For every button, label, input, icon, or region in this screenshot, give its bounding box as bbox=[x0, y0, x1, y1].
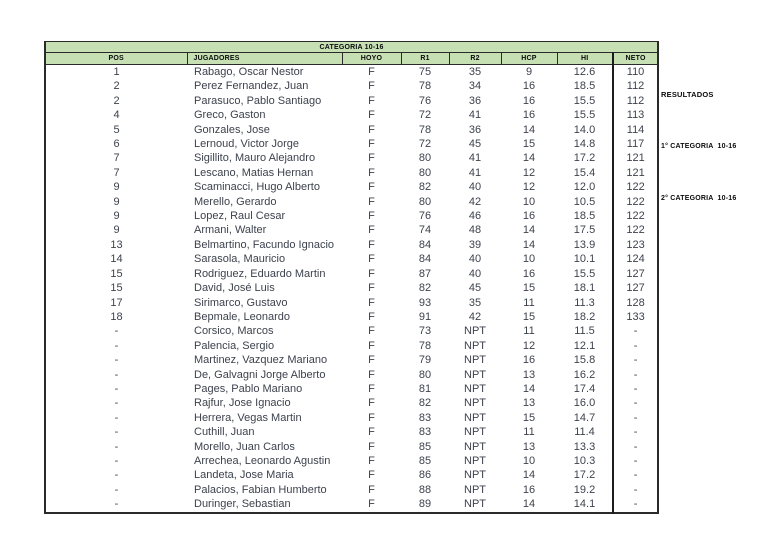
cell-jugadores: David, José Luis bbox=[194, 282, 275, 295]
cell-r2: NPT bbox=[464, 368, 486, 381]
cell-hcp: 11 bbox=[523, 426, 535, 439]
cell-hoyo: F bbox=[368, 181, 375, 194]
cell-r1: 91 bbox=[418, 310, 432, 323]
cell-hcp: 15 bbox=[522, 138, 536, 151]
cell-neto: 122 bbox=[613, 209, 658, 223]
cell-r2: 45 bbox=[468, 282, 482, 295]
cell-jugadores: Lernoud, Victor Jorge bbox=[194, 138, 299, 151]
cell-hi: 10.3 bbox=[573, 454, 596, 467]
cell-hoyo: F bbox=[368, 94, 375, 107]
cell-r1: 74 bbox=[418, 224, 432, 237]
cell-pos: - bbox=[114, 325, 119, 338]
cell-hcp: 14 bbox=[522, 123, 536, 136]
cell-r1: 80 bbox=[418, 195, 432, 208]
cell-pos: 7 bbox=[113, 166, 120, 179]
table-row bbox=[45, 180, 658, 194]
table-row bbox=[45, 281, 658, 295]
column-header-jugadores: JUGADORES bbox=[187, 53, 342, 65]
cell-jugadores: Lopez, Raul Cesar bbox=[194, 210, 286, 223]
cell-r2: NPT bbox=[464, 426, 486, 439]
cell-hi: 10.1 bbox=[573, 253, 596, 266]
cell-hcp: 15 bbox=[522, 282, 536, 295]
cell-hcp: 14 bbox=[522, 238, 536, 251]
cell-r1: 83 bbox=[418, 426, 432, 439]
cell-r1: 80 bbox=[418, 166, 432, 179]
cell-hi: 14.8 bbox=[573, 138, 596, 151]
cell-neto: - bbox=[613, 454, 658, 468]
cell-hi: 17.4 bbox=[573, 382, 596, 395]
cell-jugadores: Rodriguez, Eduardo Martin bbox=[194, 267, 326, 280]
cell-neto: 110 bbox=[613, 65, 658, 80]
cell-neto: 122 bbox=[613, 180, 658, 194]
cell-pos: - bbox=[114, 469, 119, 482]
cell-hoyo: F bbox=[368, 325, 375, 338]
cell-hi: 15.5 bbox=[573, 94, 596, 107]
table-row bbox=[45, 137, 658, 151]
cell-jugadores: Lescano, Matias Hernan bbox=[194, 166, 314, 179]
cell-r2: 42 bbox=[468, 310, 482, 323]
cell-jugadores: Belmartino, Facundo Ignacio bbox=[194, 238, 335, 251]
cell-r2: NPT bbox=[464, 469, 486, 482]
cell-r2: 45 bbox=[468, 138, 482, 151]
cell-r1: 78 bbox=[418, 123, 432, 136]
cell-hoyo: F bbox=[368, 253, 375, 266]
column-header-hcp: HCP bbox=[501, 53, 557, 65]
table-row bbox=[45, 223, 658, 237]
table-row bbox=[45, 195, 658, 209]
cell-neto: 128 bbox=[613, 296, 658, 310]
table-row bbox=[45, 238, 658, 252]
cell-hoyo: F bbox=[368, 426, 375, 439]
cell-r1: 78 bbox=[418, 80, 432, 93]
cell-hi: 16.2 bbox=[573, 368, 596, 381]
cell-jugadores: Greco, Gaston bbox=[194, 109, 266, 122]
table-row bbox=[45, 382, 658, 396]
table-row bbox=[45, 468, 658, 482]
cell-r2: 35 bbox=[468, 296, 482, 309]
category-results-sheet bbox=[44, 41, 659, 514]
cell-hoyo: F bbox=[368, 339, 375, 352]
cell-jugadores: Duringer, Sebastian bbox=[194, 498, 291, 511]
cell-pos: 15 bbox=[110, 282, 123, 295]
cell-hi: 18.5 bbox=[573, 80, 596, 93]
table-row bbox=[45, 310, 658, 324]
table-row bbox=[45, 108, 658, 122]
cell-r2: 41 bbox=[468, 152, 482, 165]
cell-r2: 35 bbox=[468, 66, 482, 78]
cell-r1: 72 bbox=[418, 109, 432, 122]
cell-r2: NPT bbox=[464, 382, 486, 395]
cell-hoyo: F bbox=[368, 498, 375, 511]
cell-hoyo: F bbox=[368, 80, 375, 93]
cell-r1: 86 bbox=[418, 469, 432, 482]
table-body bbox=[45, 65, 658, 513]
cell-hcp: 12 bbox=[522, 166, 536, 179]
cell-hcp: 16 bbox=[522, 210, 536, 223]
cell-pos: 2 bbox=[113, 94, 120, 107]
cell-r1: 76 bbox=[418, 94, 432, 107]
cell-hcp: 15 bbox=[522, 411, 536, 424]
table-row bbox=[45, 353, 658, 367]
cell-jugadores: Rabago, Oscar Nestor bbox=[194, 66, 304, 78]
cell-hi: 18.5 bbox=[573, 210, 596, 223]
cell-neto: - bbox=[613, 396, 658, 410]
cell-hcp: 16 bbox=[522, 267, 536, 280]
cell-hi: 18.1 bbox=[573, 282, 596, 295]
cell-r2: NPT bbox=[464, 440, 486, 453]
cell-hi: 17.2 bbox=[573, 152, 596, 165]
cell-jugadores: Arrechea, Leonardo Agustin bbox=[194, 454, 331, 467]
cell-neto: - bbox=[613, 468, 658, 482]
cell-hcp: 13 bbox=[522, 368, 536, 381]
cell-r1: 73 bbox=[418, 325, 432, 338]
cell-r1: 78 bbox=[418, 339, 432, 352]
cell-r2: 42 bbox=[468, 195, 482, 208]
cell-neto: 123 bbox=[613, 238, 658, 252]
cell-r1: 93 bbox=[418, 296, 432, 309]
cell-pos: 9 bbox=[113, 195, 120, 208]
cell-hi: 14.1 bbox=[573, 498, 596, 511]
table-row bbox=[45, 123, 658, 137]
cell-hcp: 10 bbox=[522, 195, 536, 208]
results-item-categoria-1: 1° CATEGORIA 10-16 bbox=[661, 143, 737, 150]
cell-pos: 15 bbox=[110, 267, 123, 280]
cell-r1: 84 bbox=[418, 253, 432, 266]
cell-neto: 114 bbox=[613, 123, 658, 137]
cell-hcp: 15 bbox=[522, 310, 536, 323]
cell-pos: - bbox=[114, 354, 119, 367]
cell-hi: 11.3 bbox=[574, 296, 595, 309]
cell-neto: - bbox=[613, 368, 658, 382]
cell-r1: 75 bbox=[418, 66, 432, 78]
cell-hi: 15.8 bbox=[573, 354, 596, 367]
cell-r1: 82 bbox=[418, 282, 432, 295]
column-header-hoyo: HOYO bbox=[342, 53, 401, 65]
cell-pos: - bbox=[114, 382, 119, 395]
cell-neto: - bbox=[613, 497, 658, 512]
cell-r2: 34 bbox=[468, 80, 482, 93]
cell-r2: NPT bbox=[464, 325, 486, 338]
cell-r1: 72 bbox=[418, 138, 432, 151]
cell-jugadores: Parasuco, Pablo Santiago bbox=[194, 94, 322, 107]
cell-jugadores: Sarasola, Mauricio bbox=[194, 253, 286, 266]
cell-r2: NPT bbox=[464, 498, 486, 511]
cell-neto: - bbox=[613, 483, 658, 497]
cell-hi: 17.2 bbox=[573, 469, 596, 482]
table-row bbox=[45, 296, 658, 310]
cell-pos: 9 bbox=[113, 210, 120, 223]
cell-pos: - bbox=[114, 339, 119, 352]
cell-hcp: 14 bbox=[522, 224, 536, 237]
cell-pos: 17 bbox=[110, 296, 123, 309]
cell-hi: 16.0 bbox=[573, 397, 596, 410]
cell-neto: 121 bbox=[613, 151, 658, 165]
cell-jugadores: Sirimarco, Gustavo bbox=[194, 296, 288, 309]
table-row bbox=[45, 425, 658, 439]
cell-hoyo: F bbox=[368, 166, 375, 179]
cell-hoyo: F bbox=[368, 238, 375, 251]
cell-hcp: 16 bbox=[522, 80, 536, 93]
cell-hi: 14.0 bbox=[573, 123, 596, 136]
column-header-neto: NETO bbox=[613, 53, 658, 65]
cell-jugadores: Herrera, Vegas Martin bbox=[194, 411, 302, 424]
cell-r1: 84 bbox=[418, 238, 432, 251]
table-header-row bbox=[45, 53, 658, 65]
table-row bbox=[45, 267, 658, 281]
cell-r2: NPT bbox=[464, 483, 486, 496]
cell-hi: 15.5 bbox=[573, 267, 596, 280]
table-row bbox=[45, 209, 658, 223]
cell-hoyo: F bbox=[368, 224, 375, 237]
cell-hcp: 14 bbox=[522, 469, 536, 482]
cell-neto: 121 bbox=[613, 166, 658, 180]
cell-r1: 88 bbox=[418, 483, 432, 496]
cell-r2: NPT bbox=[464, 454, 486, 467]
cell-pos: - bbox=[114, 498, 119, 511]
table-row bbox=[45, 483, 658, 497]
cell-r1: 87 bbox=[418, 267, 432, 280]
cell-r2: NPT bbox=[464, 354, 486, 367]
cell-r2: NPT bbox=[464, 397, 486, 410]
table-row bbox=[45, 252, 658, 266]
cell-pos: 5 bbox=[113, 123, 120, 136]
cell-jugadores: Pages, Pablo Mariano bbox=[194, 382, 303, 395]
cell-hoyo: F bbox=[368, 296, 375, 309]
cell-r2: 39 bbox=[468, 238, 482, 251]
cell-r2: 41 bbox=[468, 166, 482, 179]
cell-pos: 2 bbox=[113, 80, 120, 93]
cell-hi: 17.5 bbox=[573, 224, 596, 237]
cell-r1: 80 bbox=[418, 152, 432, 165]
cell-pos: - bbox=[114, 483, 119, 496]
cell-jugadores: Scaminacci, Hugo Alberto bbox=[194, 181, 320, 194]
cell-r2: 36 bbox=[468, 123, 482, 136]
cell-hcp: 11 bbox=[523, 325, 535, 338]
table-row bbox=[45, 166, 658, 180]
table-row bbox=[45, 440, 658, 454]
cell-neto: 127 bbox=[613, 267, 658, 281]
cell-r2: 41 bbox=[468, 109, 482, 122]
table-row bbox=[45, 411, 658, 425]
cell-r1: 85 bbox=[418, 440, 432, 453]
cell-r1: 85 bbox=[418, 454, 432, 467]
cell-pos: 9 bbox=[113, 181, 120, 194]
cell-neto: - bbox=[613, 382, 658, 396]
cell-pos: - bbox=[114, 411, 119, 424]
cell-hoyo: F bbox=[368, 267, 375, 280]
cell-jugadores: Gonzales, Jose bbox=[194, 123, 270, 136]
cell-hcp: 12 bbox=[522, 181, 536, 194]
cell-neto: - bbox=[613, 440, 658, 454]
cell-jugadores: Martinez, Vazquez Mariano bbox=[194, 354, 328, 367]
cell-hi: 12.6 bbox=[573, 66, 596, 78]
cell-jugadores: Morello, Juan Carlos bbox=[194, 440, 295, 453]
cell-hcp: 11 bbox=[523, 296, 535, 309]
cell-r1: 79 bbox=[418, 354, 432, 367]
cell-jugadores: Bepmale, Leonardo bbox=[194, 310, 291, 323]
cell-neto: 112 bbox=[613, 94, 658, 108]
cell-neto: - bbox=[613, 339, 658, 353]
column-header-r2: R2 bbox=[449, 53, 501, 65]
cell-jugadores: Rajfur, Jose Ignacio bbox=[194, 397, 291, 410]
cell-jugadores: Perez Fernandez, Juan bbox=[194, 80, 309, 93]
cell-r1: 81 bbox=[418, 382, 432, 395]
cell-neto: - bbox=[613, 353, 658, 367]
cell-jugadores: Palencia, Sergio bbox=[194, 339, 275, 352]
cell-pos: 14 bbox=[110, 253, 123, 266]
cell-hi: 10.5 bbox=[573, 195, 596, 208]
cell-hoyo: F bbox=[368, 282, 375, 295]
cell-r2: 48 bbox=[468, 224, 482, 237]
cell-r2: 36 bbox=[468, 94, 482, 107]
table-row bbox=[45, 396, 658, 410]
cell-neto: 122 bbox=[613, 195, 658, 209]
column-header-r1: R1 bbox=[401, 53, 449, 65]
results-panel bbox=[661, 51, 736, 243]
cell-neto: 133 bbox=[613, 310, 658, 324]
cell-hoyo: F bbox=[368, 382, 375, 395]
cell-hcp: 14 bbox=[522, 382, 536, 395]
cell-hi: 13.9 bbox=[573, 238, 596, 251]
cell-r1: 83 bbox=[418, 411, 432, 424]
cell-hoyo: F bbox=[368, 483, 375, 496]
cell-hi: 12.1 bbox=[573, 339, 596, 352]
cell-pos: 1 bbox=[113, 66, 120, 78]
cell-hcp: 14 bbox=[522, 498, 536, 511]
cell-neto: - bbox=[613, 324, 658, 338]
cell-hcp: 10 bbox=[522, 454, 536, 467]
cell-hoyo: F bbox=[368, 123, 375, 136]
cell-hi: 18.2 bbox=[573, 310, 596, 323]
table-row bbox=[45, 368, 658, 382]
cell-jugadores: Corsico, Marcos bbox=[194, 325, 274, 338]
cell-hcp: 16 bbox=[522, 354, 536, 367]
cell-hoyo: F bbox=[368, 109, 375, 122]
cell-r2: NPT bbox=[464, 411, 486, 424]
cell-neto: - bbox=[613, 425, 658, 439]
table-title-row bbox=[45, 42, 658, 53]
cell-pos: - bbox=[114, 454, 119, 467]
cell-r1: 82 bbox=[418, 397, 432, 410]
table-row bbox=[45, 454, 658, 468]
cell-hi: 12.0 bbox=[573, 181, 596, 194]
cell-pos: 9 bbox=[113, 224, 120, 237]
cell-hcp: 9 bbox=[525, 66, 533, 78]
cell-neto: 113 bbox=[613, 108, 658, 122]
cell-r2: 40 bbox=[468, 181, 482, 194]
cell-r2: 40 bbox=[468, 253, 482, 266]
cell-r1: 76 bbox=[418, 210, 432, 223]
cell-pos: - bbox=[114, 397, 119, 410]
cell-jugadores: Sigillito, Mauro Alejandro bbox=[194, 152, 316, 165]
column-header-pos: POS bbox=[45, 53, 187, 65]
results-item-categoria-2: 2° CATEGORIA 10-16 bbox=[661, 195, 737, 202]
cell-pos: 7 bbox=[113, 152, 120, 165]
cell-hoyo: F bbox=[368, 152, 375, 165]
cell-hoyo: F bbox=[368, 440, 375, 453]
cell-pos: 4 bbox=[113, 109, 120, 122]
cell-hi: 19.2 bbox=[573, 483, 596, 496]
table-title: CATEGORIA 10-16 bbox=[45, 42, 658, 53]
cell-hcp: 16 bbox=[522, 483, 536, 496]
cell-hi: 11.4 bbox=[574, 426, 595, 439]
cell-hoyo: F bbox=[368, 397, 375, 410]
table-row bbox=[45, 94, 658, 108]
cell-jugadores: Palacios, Fabian Humberto bbox=[194, 483, 327, 496]
cell-r2: NPT bbox=[464, 339, 486, 352]
cell-pos: - bbox=[114, 426, 119, 439]
cell-pos: 6 bbox=[113, 138, 120, 151]
cell-pos: 18 bbox=[110, 310, 123, 323]
table-row bbox=[45, 65, 658, 80]
cell-pos: - bbox=[114, 440, 119, 453]
cell-hoyo: F bbox=[368, 310, 375, 323]
table-row bbox=[45, 79, 658, 93]
cell-neto: 112 bbox=[613, 79, 658, 93]
cell-neto: 127 bbox=[613, 281, 658, 295]
category-results-table bbox=[44, 41, 659, 514]
table-row bbox=[45, 339, 658, 353]
cell-hi: 11.5 bbox=[574, 325, 595, 338]
cell-neto: 124 bbox=[613, 252, 658, 266]
results-panel-title: RESULTADOS bbox=[661, 90, 714, 99]
cell-hcp: 13 bbox=[522, 397, 536, 410]
cell-hi: 15.5 bbox=[573, 109, 596, 122]
cell-r2: 40 bbox=[468, 267, 482, 280]
cell-hi: 13.3 bbox=[573, 440, 596, 453]
cell-hi: 14.7 bbox=[573, 411, 596, 424]
table-row bbox=[45, 151, 658, 165]
cell-r1: 82 bbox=[418, 181, 432, 194]
cell-neto: 117 bbox=[613, 137, 658, 151]
cell-neto: 122 bbox=[613, 223, 658, 237]
cell-hoyo: F bbox=[368, 354, 375, 367]
cell-jugadores: Merello, Gerardo bbox=[194, 195, 277, 208]
cell-hcp: 13 bbox=[522, 440, 536, 453]
cell-hoyo: F bbox=[368, 368, 375, 381]
cell-jugadores: Cuthill, Juan bbox=[194, 426, 255, 439]
cell-hoyo: F bbox=[368, 411, 375, 424]
table-row bbox=[45, 324, 658, 338]
cell-neto: - bbox=[613, 411, 658, 425]
table-row bbox=[45, 497, 658, 512]
cell-hcp: 12 bbox=[522, 339, 536, 352]
cell-hoyo: F bbox=[368, 195, 375, 208]
cell-hoyo: F bbox=[368, 66, 375, 78]
cell-hoyo: F bbox=[368, 138, 375, 151]
cell-hcp: 10 bbox=[522, 253, 536, 266]
cell-hcp: 16 bbox=[522, 109, 536, 122]
cell-hcp: 14 bbox=[522, 152, 536, 165]
cell-hcp: 16 bbox=[522, 94, 536, 107]
column-header-hi: HI bbox=[557, 53, 613, 65]
cell-pos: 13 bbox=[110, 238, 123, 251]
cell-hi: 15.4 bbox=[573, 166, 596, 179]
cell-pos: - bbox=[114, 368, 119, 381]
cell-r1: 80 bbox=[418, 368, 432, 381]
cell-jugadores: Landeta, Jose Maria bbox=[194, 469, 294, 482]
cell-hoyo: F bbox=[368, 210, 375, 223]
cell-r1: 89 bbox=[418, 498, 432, 511]
cell-r2: 46 bbox=[468, 210, 482, 223]
cell-hoyo: F bbox=[368, 469, 375, 482]
cell-hoyo: F bbox=[368, 454, 375, 467]
cell-jugadores: De, Galvagni Jorge Alberto bbox=[194, 368, 326, 381]
cell-jugadores: Armani, Walter bbox=[194, 224, 267, 237]
